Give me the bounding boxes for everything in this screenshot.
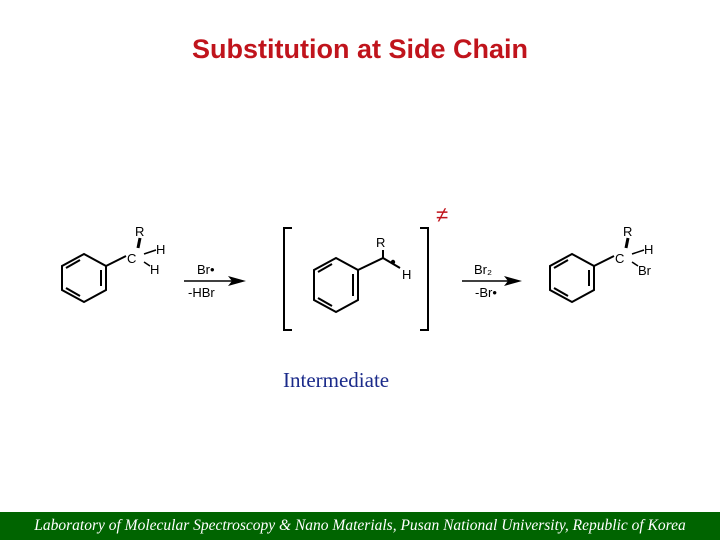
step2-reagent-label: Br₂ [474, 262, 493, 277]
reactant-r-label: R [135, 224, 145, 239]
transition-state-mark: ≠ [436, 202, 449, 227]
intermediate-r-label: R [376, 235, 386, 250]
right-bracket [420, 228, 428, 330]
reactant-h2-label: H [150, 262, 160, 277]
intermediate-benzene-ring [314, 258, 358, 312]
left-bracket [284, 228, 292, 330]
intermediate-ring-bond [358, 258, 383, 270]
radical-dot [391, 260, 395, 264]
intermediate-h-label: H [402, 267, 412, 282]
step1-reagent-label: Br• [197, 262, 215, 277]
step1-byproduct-label: -HBr [188, 285, 215, 300]
reactant-h1-bond [144, 250, 156, 254]
product-h-label: H [644, 242, 654, 257]
footer-text: Laboratory of Molecular Spectroscopy & Nano Materials, Pusan National University, Republic of Korea [34, 517, 686, 534]
reactant-r-bond [138, 238, 140, 248]
footer-bar [0, 512, 720, 540]
intermediate-label: Intermediate [283, 368, 390, 392]
reactant-ring-bond [106, 256, 126, 266]
reactant-benzene-ring [62, 254, 106, 302]
product-benzene-ring [550, 254, 594, 302]
slide-title: Substitution at Side Chain [192, 34, 528, 64]
product-r-bond [626, 238, 628, 248]
reactant-h1-label: H [156, 242, 166, 257]
product-h-bond [632, 250, 644, 254]
product-ring-bond [594, 256, 614, 266]
reactant-c-label: C [127, 251, 137, 266]
step2-byproduct-label: -Br• [475, 285, 497, 300]
product-r-label: R [623, 224, 633, 239]
product-br-label: Br [638, 263, 651, 278]
product-c-label: C [615, 251, 625, 266]
